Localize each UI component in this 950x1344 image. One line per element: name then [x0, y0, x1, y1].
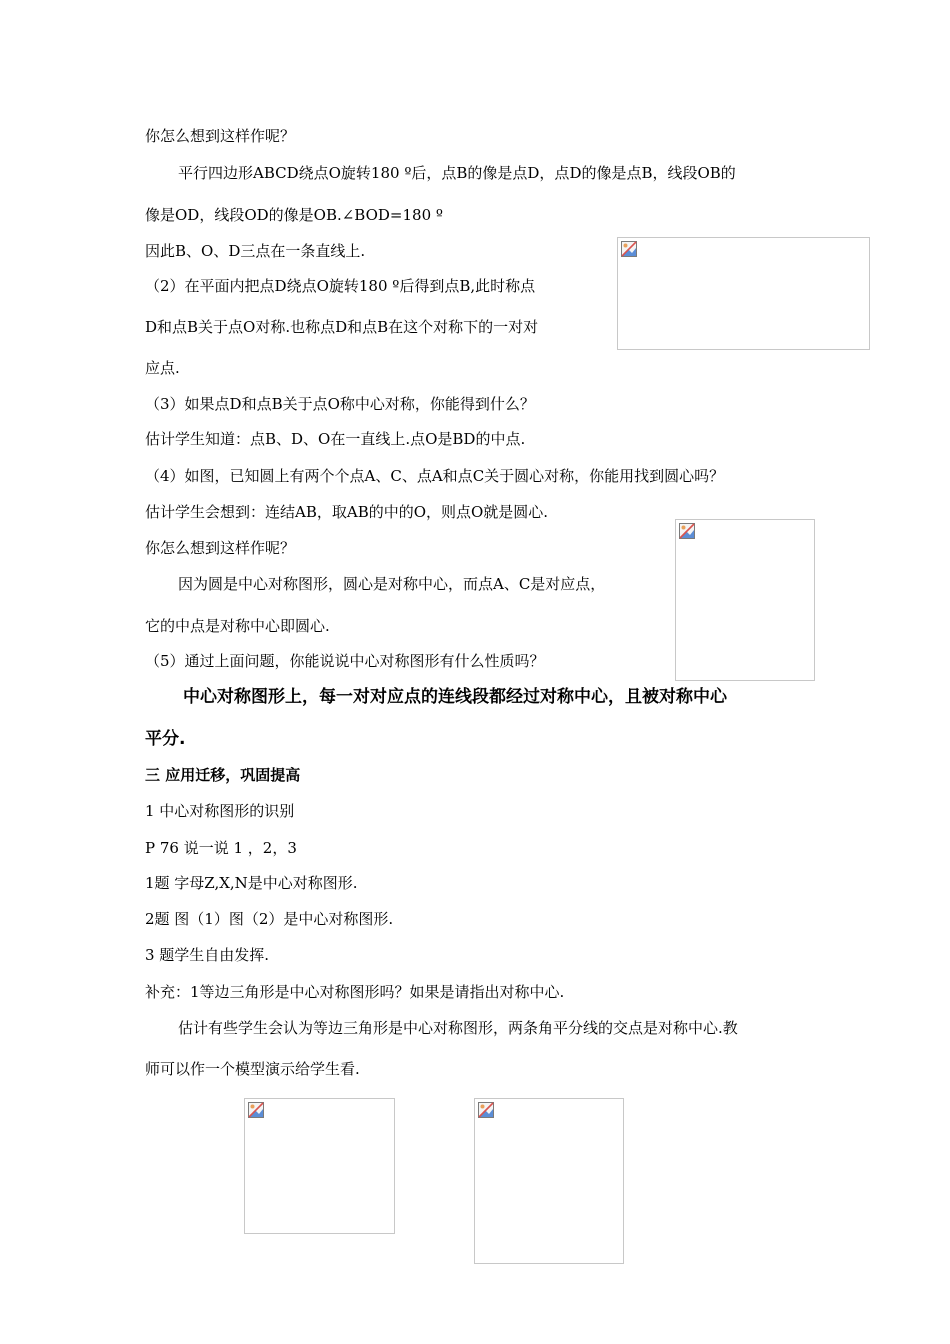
broken-image-icon: [679, 523, 695, 539]
text-line: P 76 说一说 1 ，2，3: [145, 839, 297, 857]
broken-image-icon: [248, 1102, 264, 1118]
text-line: 它的中点是对称中心即圆心.: [145, 617, 330, 635]
text-line: D和点B关于点O对称.也称点D和点B在这个对称下的一对对: [145, 318, 539, 336]
text-line: 1 中心对称图形的识别: [145, 802, 295, 820]
figure-image: [617, 237, 870, 350]
text-line: （2）在平面内把点D绕点O旋转180 º后得到点B,此时称点: [145, 277, 536, 295]
property-statement-end: 平分.: [145, 729, 186, 749]
text-line: 补充：1等边三角形是中心对称图形吗？如果是请指出对称中心.: [145, 983, 565, 1001]
text-line: （5）通过上面问题，你能说说中心对称图形有什么性质吗？: [145, 652, 545, 670]
property-statement: 中心对称图形上，每一对对应点的连线段都经过对称中心，且被对称中心: [183, 687, 727, 707]
text-line: 估计有些学生会认为等边三角形是中心对称图形，两条角平分线的交点是对称中心.教: [178, 1019, 738, 1037]
broken-image-icon: [478, 1102, 494, 1118]
text-line: 你怎么想到这样作呢？: [145, 539, 296, 557]
text-line: （4）如图，已知圆上有两个个点A、C、点A和点C关于圆心对称，你能用找到圆心吗？: [145, 467, 725, 485]
text-line: （3）如果点D和点B关于点O称中心对称，你能得到什么？: [145, 395, 535, 413]
text-line: 1题 字母Z,X,N是中心对称图形.: [145, 874, 358, 892]
text-line: 应点.: [145, 359, 180, 377]
text-line: 师可以作一个模型演示给学生看.: [145, 1060, 360, 1078]
text-line: 估计学生知道：点B、D、O在一直线上.点O是BD的中点.: [145, 430, 526, 448]
section-heading: 三 应用迁移，巩固提高: [145, 766, 301, 784]
text-line: 因为圆是中心对称图形，圆心是对称中心，而点A、C是对应点，: [178, 575, 606, 593]
figure-image: [474, 1098, 624, 1264]
text-line: 估计学生会想到：连结AB，取AB的中的O，则点O就是圆心.: [145, 503, 549, 521]
text-line: 平行四边形ABCD绕点O旋转180 º后，点B的像是点D，点D的像是点B，线段OB的: [178, 164, 736, 182]
text-line: 你怎么想到这样作呢？: [145, 127, 296, 145]
broken-image-icon: [621, 241, 637, 257]
text-line: 2题 图（1）图（2）是中心对称图形.: [145, 910, 394, 928]
text-line: 因此B、O、D三点在一条直线上.: [145, 242, 366, 260]
text-line: 3 题学生自由发挥.: [145, 946, 270, 964]
figure-image: [244, 1098, 395, 1234]
figure-image: [675, 519, 815, 681]
text-line: 像是OD，线段OD的像是OB.∠BOD=180 º: [145, 206, 443, 224]
